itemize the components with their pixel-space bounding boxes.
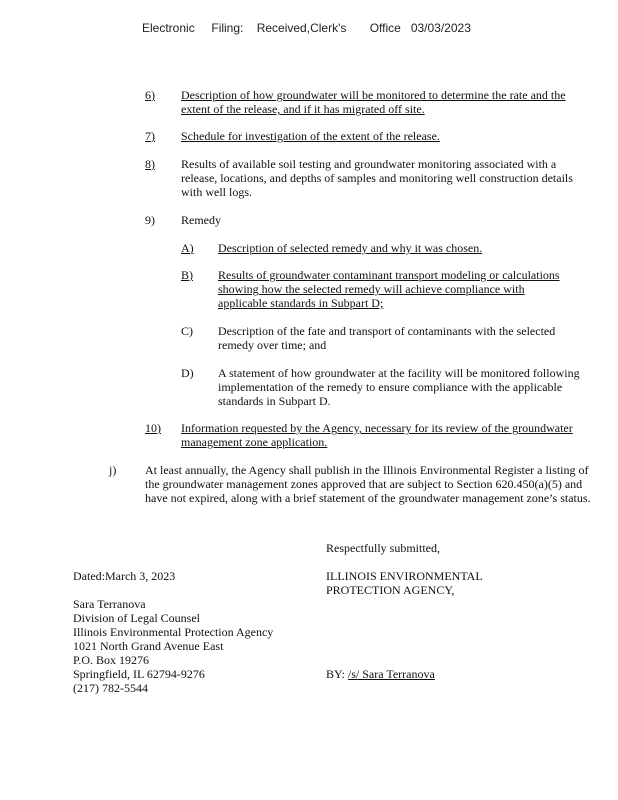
- item-number: 10): [145, 421, 161, 435]
- item-number: 8): [145, 157, 155, 171]
- subitem-text: Description of the fate and transport of contaminants with the selected remedy over time; and: [218, 324, 556, 352]
- signer-division: Division of Legal Counsel: [73, 611, 200, 625]
- org-name-line-1: ILLINOIS ENVIRONMENTAL: [326, 569, 483, 583]
- subitem-letter: A): [181, 241, 194, 255]
- item-text: Results of available soil testing and groundwater monitoring associated with a release, locations, and depths of samples and monitoring well construction details with well logs.: [181, 157, 573, 199]
- item-number: 7): [145, 129, 155, 143]
- paragraph-letter: j): [109, 463, 117, 477]
- subitem-text: A statement of how groundwater at the facility will be monitored following implementation of the remedy to ensure compliance with the applicable standards in Subpart D.: [218, 366, 580, 408]
- subitem-text: Results of groundwater contaminant transport modeling or calculations showing how the selected remedy will achieve compliance with applicable standards in Subpart D;: [218, 268, 560, 310]
- item-number: 9): [145, 213, 155, 227]
- by-label: BY:: [326, 667, 345, 681]
- item-text: Description of how groundwater will be monitored to determine the rate and the extent of the release, and if it has migrated off site.: [181, 88, 566, 116]
- paragraph-text: At least annually, the Agency shall publish in the Illinois Environmental Register a listing of the groundwater management zones approved that are subject to Section 620.450(a)(5) and have not expired, along with a brief statement of the groundwater management zone’s status.: [145, 463, 591, 505]
- signature-line: [326, 667, 435, 681]
- address-street: 1021 North Grand Avenue East: [73, 639, 224, 653]
- item-number: 6): [145, 88, 155, 102]
- closing-text: Respectfully submitted,: [326, 541, 440, 555]
- item-text: Remedy: [181, 213, 221, 227]
- signer-agency: Illinois Environmental Protection Agency: [73, 625, 274, 639]
- address-pobox: P.O. Box 19276: [73, 653, 150, 667]
- electronic-signature: /s/ Sara Terranova: [347, 667, 435, 681]
- org-name-line-2: PROTECTION AGENCY,: [326, 583, 455, 597]
- address-city: Springfield, IL 62794-9276: [73, 667, 205, 681]
- signer-name: Sara Terranova: [73, 597, 146, 611]
- phone-number: (217) 782-5544: [73, 681, 148, 695]
- item-text: Information requested by the Agency, necessary for its review of the groundwater management zone application.: [181, 421, 573, 449]
- subitem-text: Description of selected remedy and why it was chosen.: [218, 241, 483, 255]
- subitem-letter: C): [181, 324, 193, 338]
- dated-line: Dated:March 3, 2023: [73, 569, 176, 583]
- subitem-letter: B): [181, 268, 193, 282]
- filing-stamp-header: Electronic Filing: Received,Clerk's Office 03/03/2023: [142, 21, 471, 35]
- item-text: Schedule for investigation of the extent of the release.: [181, 129, 440, 143]
- subitem-letter: D): [181, 366, 194, 380]
